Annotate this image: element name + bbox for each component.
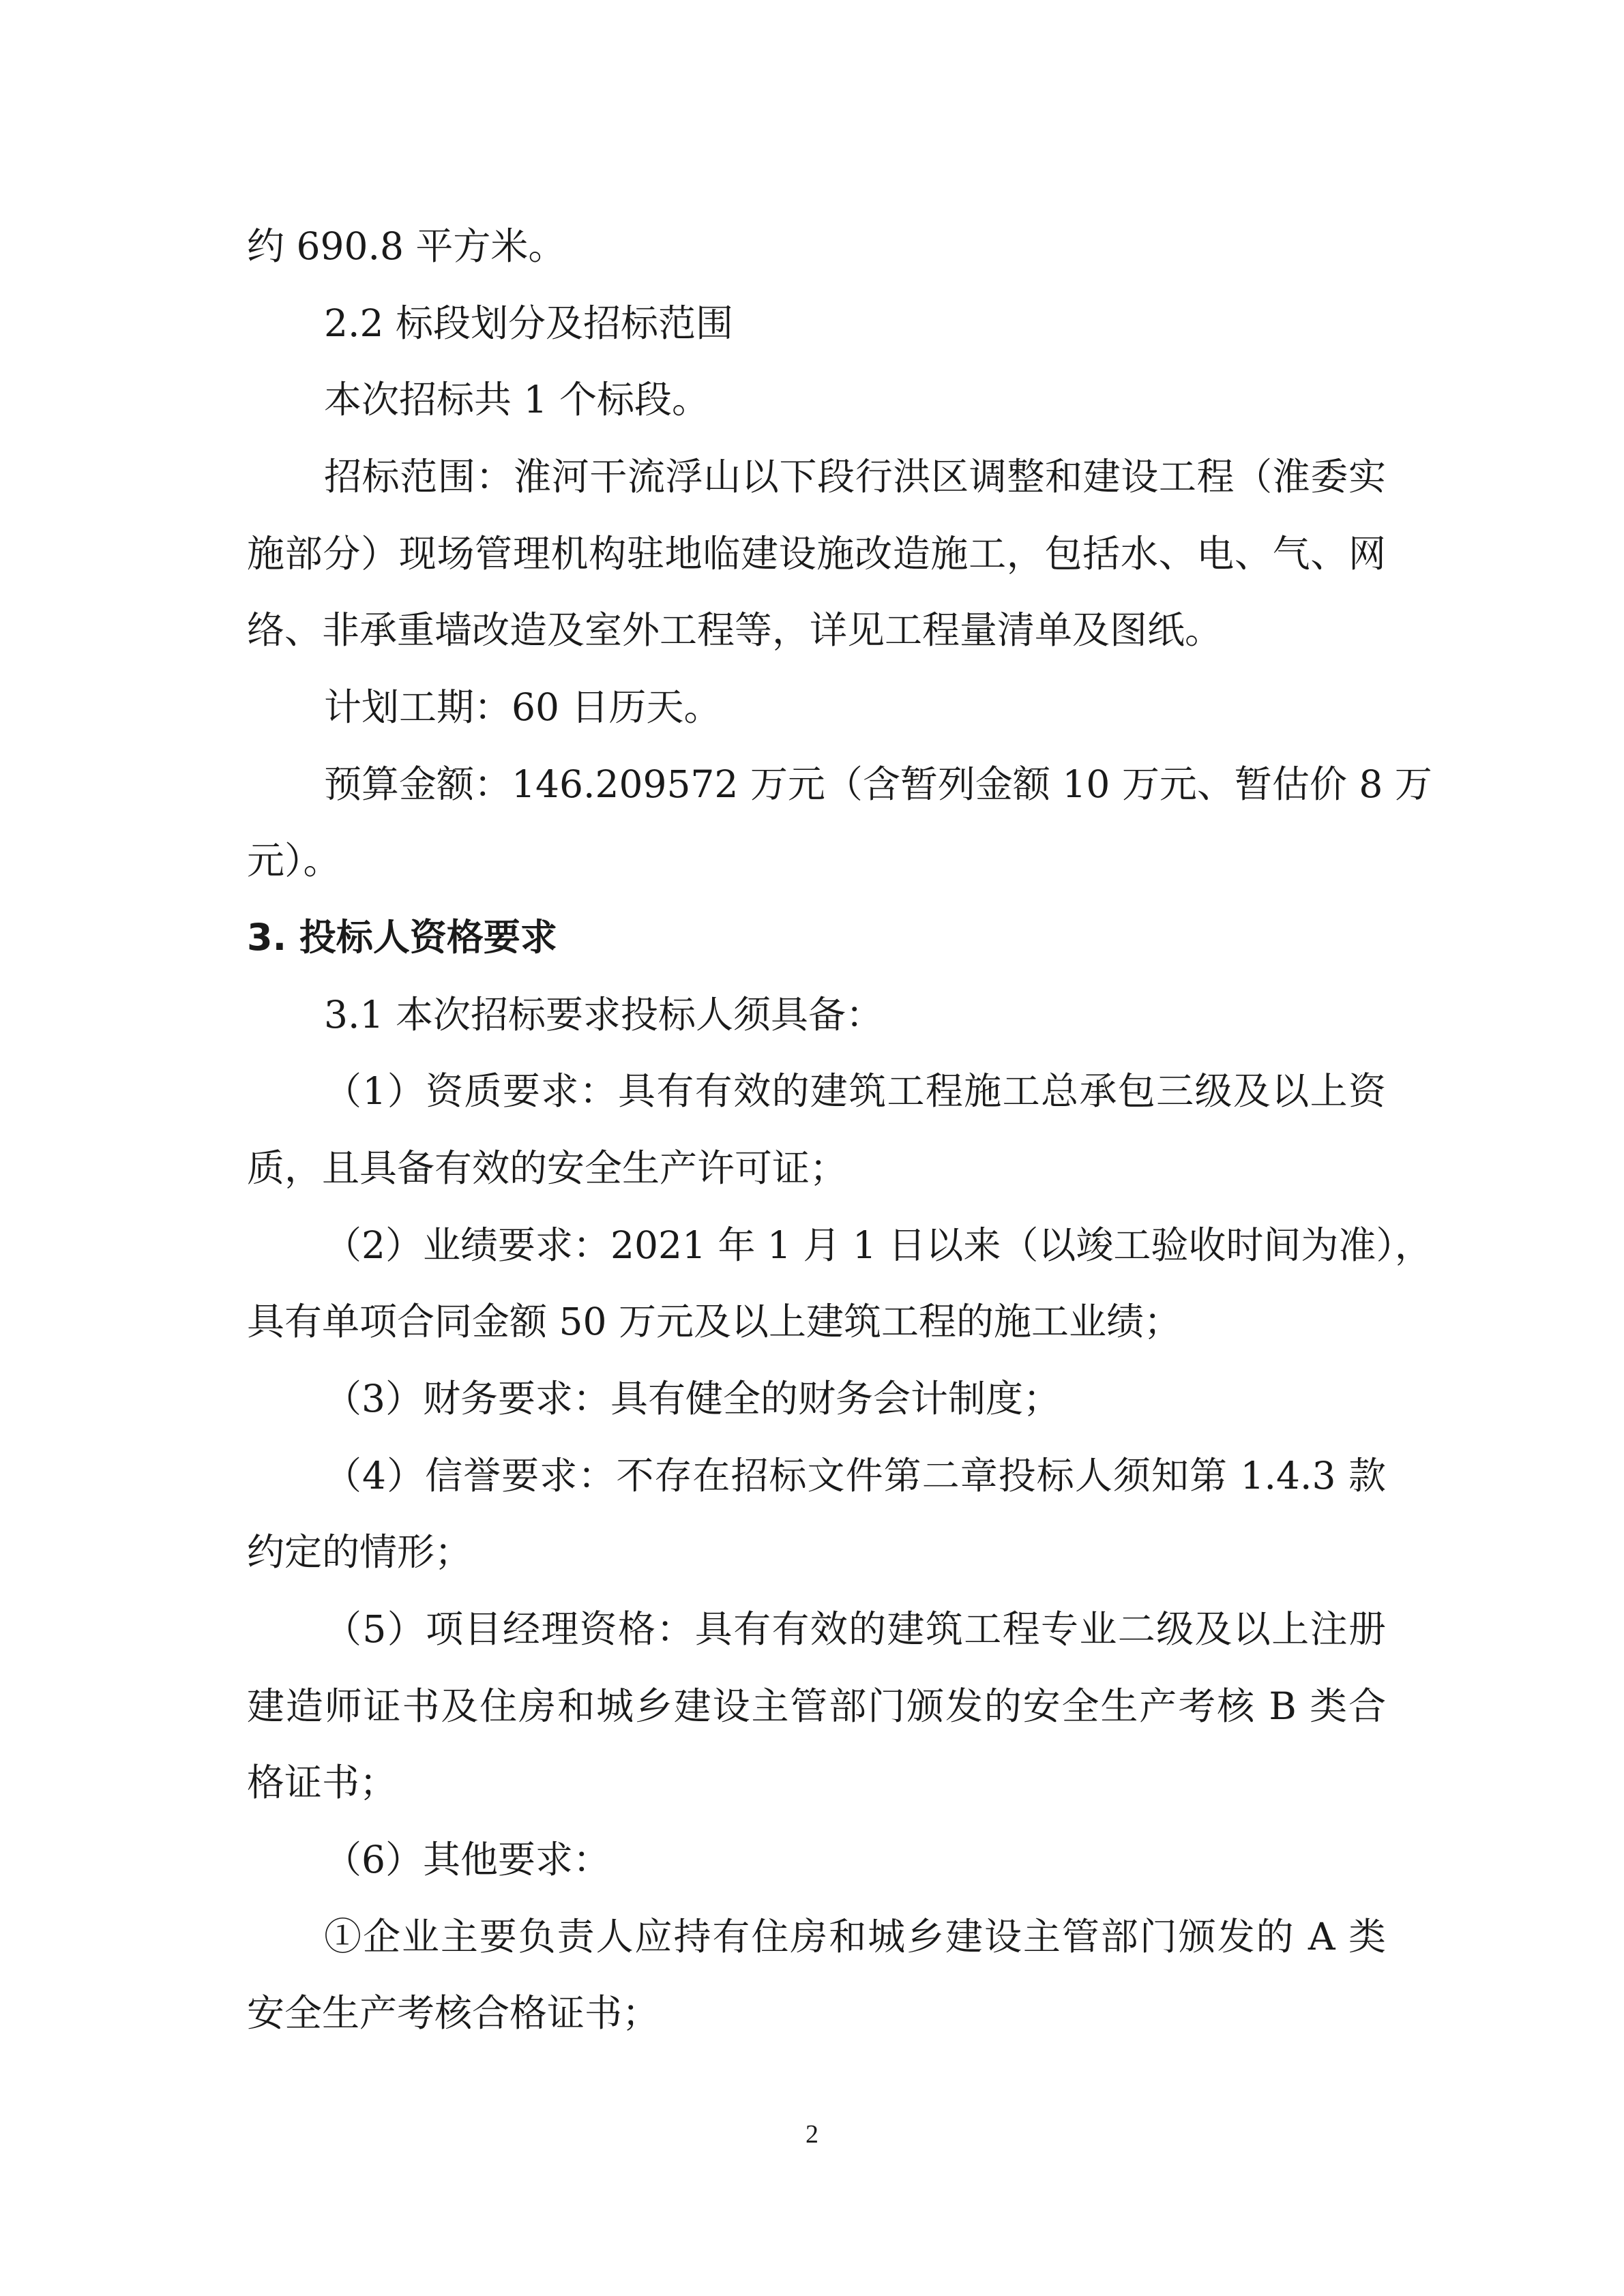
text-line: （2）业绩要求：2021 年 1 月 1 日以来（以竣工验收时间为准），	[324, 1223, 1432, 1267]
text-line: （4）信誉要求：不存在招标文件第二章投标人须知第 1.4.3 款	[324, 1454, 1386, 1497]
section-heading: 3. 投标人资格要求	[247, 916, 557, 959]
text-line: 质，且具备有效的安全生产许可证；	[247, 1146, 848, 1190]
text-line: 约定的情形；	[247, 1530, 473, 1574]
text-line: 预算金额：146.209572 万元（含暂列金额 10 万元、暂估价 8 万	[324, 762, 1432, 806]
text-line: 格证书；	[247, 1761, 398, 1804]
text-line: 元）。	[247, 839, 341, 882]
text-line: （1）资质要求：具有有效的建筑工程施工总承包三级及以上资	[324, 1069, 1386, 1113]
text-line: （6）其他要求：	[324, 1838, 610, 1881]
text-line: 约 690.8 平方米。	[247, 224, 566, 268]
text-line: 施部分）现场管理机构驻地临建设施改造施工，包括水、电、气、网	[247, 532, 1386, 576]
section-subheading: 2.2 标段划分及招标范围	[324, 301, 733, 345]
text-line: ①企业主要负责人应持有住房和城乡建设主管部门颁发的 A 类	[324, 1915, 1386, 1958]
text-line: （5）项目经理资格：具有有效的建筑工程专业二级及以上注册	[324, 1607, 1386, 1651]
text-line: 招标范围：淮河干流浮山以下段行洪区调整和建设工程（淮委实	[324, 455, 1386, 498]
text-line: 计划工期：60 日历天。	[324, 685, 722, 729]
text-line: 建造师证书及住房和城乡建设主管部门颁发的安全生产考核 B 类合	[247, 1684, 1386, 1728]
text-line: （3）财务要求：具有健全的财务会计制度；	[324, 1377, 1061, 1420]
text-line: 安全生产考核合格证书；	[247, 1991, 660, 2035]
text-line: 本次招标共 1 个标段。	[324, 378, 709, 421]
text-line: 络、非承重墙改造及室外工程等，详见工程量清单及图纸。	[247, 608, 1223, 652]
text-line: 具有单项合同金额 50 万元及以上建筑工程的施工业绩；	[247, 1300, 1181, 1343]
text-line: 3.1 本次招标要求投标人须具备：	[324, 993, 883, 1037]
page-number: 2	[806, 2120, 818, 2149]
